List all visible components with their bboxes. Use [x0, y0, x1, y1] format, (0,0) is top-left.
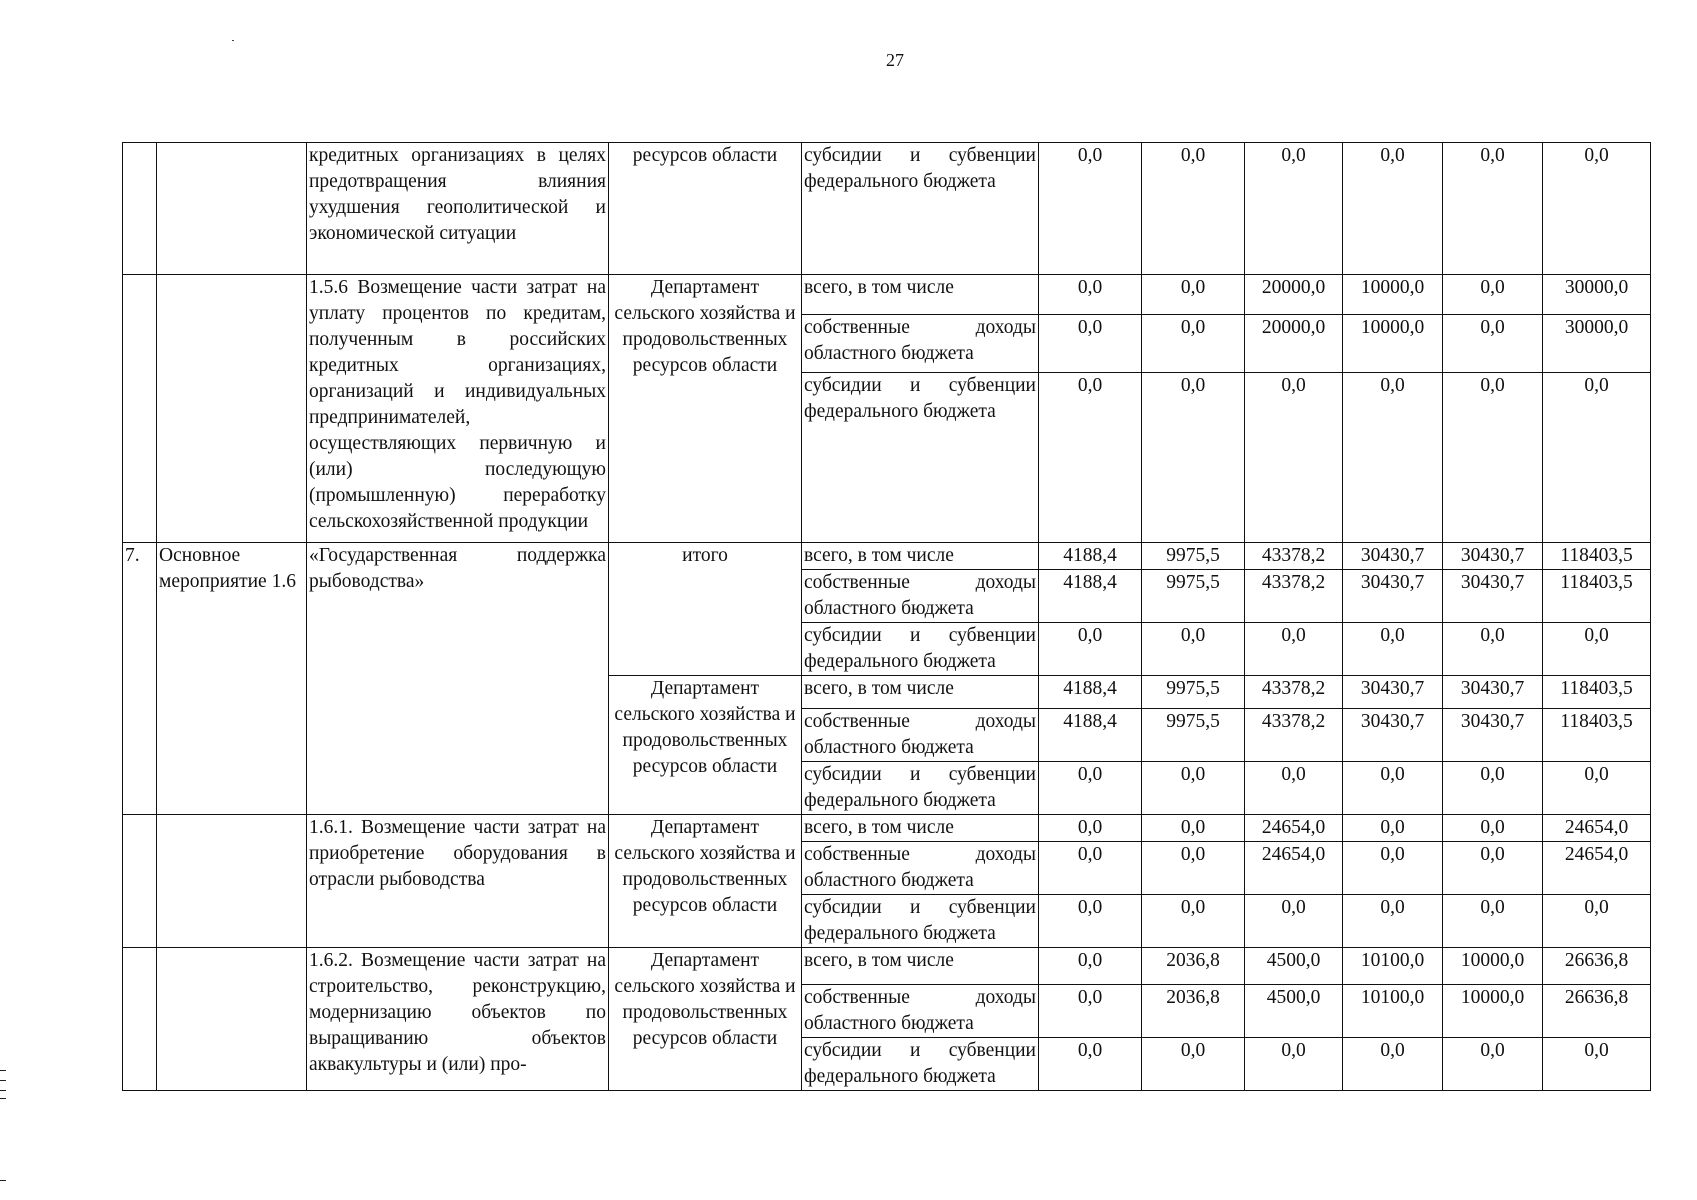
- main-measure: [157, 948, 307, 1091]
- amount-cell: 9975,5: [1142, 709, 1245, 762]
- amount-cell: 4500,0: [1245, 985, 1343, 1038]
- funding-source: субсидии и субвенции федерального бюджета: [802, 373, 1039, 543]
- amount-cell: 4188,4: [1039, 570, 1142, 623]
- amount-cell: 0,0: [1142, 842, 1245, 895]
- margin-mark: [0, 1098, 6, 1099]
- row-number: [123, 948, 157, 1091]
- amount-cell: 30430,7: [1443, 543, 1543, 570]
- executor: Департамент сельского хозяйства и продовольственных ресурсов области: [609, 948, 802, 1091]
- amount-cell: 118403,5: [1543, 676, 1651, 709]
- amount-cell: 0,0: [1543, 762, 1651, 815]
- amount-cell: 0,0: [1543, 1038, 1651, 1091]
- funding-source: собственные доходы областного бюджета: [802, 842, 1039, 895]
- amount-cell: 0,0: [1443, 373, 1543, 543]
- amount-cell: 30430,7: [1443, 570, 1543, 623]
- amount-cell: 24654,0: [1543, 842, 1651, 895]
- measure-description: 1.5.6 Возмещение части затрат на уплату процентов по кредитам, полученным в российских кредитных организациях, организаций и индивидуальных предпринимателей, осуществляющих первичную и (или) последующую (промышленную) переработку сельскохозяйственной продукции: [307, 275, 609, 543]
- amount-cell: 0,0: [1443, 315, 1543, 373]
- amount-cell: 0,0: [1343, 842, 1443, 895]
- amount-cell: 10000,0: [1343, 275, 1443, 315]
- amount-cell: 10100,0: [1343, 985, 1443, 1038]
- amount-cell: 0,0: [1039, 815, 1142, 842]
- amount-cell: 43378,2: [1245, 543, 1343, 570]
- row-number: 7.: [123, 543, 157, 815]
- amount-cell: 0,0: [1039, 315, 1142, 373]
- program-table: [122, 142, 1651, 1091]
- funding-source: собственные доходы областного бюджета: [802, 315, 1039, 373]
- row-number: [123, 815, 157, 948]
- amount-cell: 0,0: [1245, 373, 1343, 543]
- amount-cell: 30430,7: [1343, 570, 1443, 623]
- amount-cell: 0,0: [1443, 895, 1543, 948]
- amount-cell: 24654,0: [1543, 815, 1651, 842]
- funding-source: всего, в том числе: [802, 815, 1039, 842]
- amount-cell: 0,0: [1039, 762, 1142, 815]
- amount-cell: 0,0: [1543, 373, 1651, 543]
- amount-cell: 43378,2: [1245, 709, 1343, 762]
- measure-description: 1.6.1. Возмещение части затрат на приобретение оборудования в отрасли рыбоводства: [307, 815, 609, 948]
- margin-mark: [0, 1090, 6, 1091]
- amount-cell: 0,0: [1142, 315, 1245, 373]
- measure-description: кредитных организациях в целях предотвращения влияния ухудшения геополитической и экономической ситуации: [307, 143, 609, 275]
- table-row: [123, 275, 1651, 315]
- amount-cell: 0,0: [1245, 623, 1343, 676]
- page-number: 27: [886, 50, 904, 70]
- amount-cell: 0,0: [1142, 623, 1245, 676]
- funding-source: субсидии и субвенции федерального бюджета: [802, 1038, 1039, 1091]
- amount-cell: 10000,0: [1443, 948, 1543, 985]
- amount-cell: 0,0: [1039, 623, 1142, 676]
- funding-source: всего, в том числе: [802, 275, 1039, 315]
- measure-description: «Государственная поддержка рыбоводства»: [307, 543, 609, 815]
- amount-cell: 0,0: [1142, 895, 1245, 948]
- amount-cell: 26636,8: [1543, 985, 1651, 1038]
- amount-cell: 4500,0: [1245, 948, 1343, 985]
- amount-cell: 26636,8: [1543, 948, 1651, 985]
- amount-cell: 0,0: [1039, 842, 1142, 895]
- amount-cell: 20000,0: [1245, 315, 1343, 373]
- amount-cell: 4188,4: [1039, 676, 1142, 709]
- amount-cell: 0,0: [1039, 1038, 1142, 1091]
- amount-cell: 24654,0: [1245, 842, 1343, 895]
- amount-cell: 0,0: [1142, 373, 1245, 543]
- amount-cell: 0,0: [1343, 815, 1443, 842]
- table-row: [123, 815, 1651, 842]
- funding-source: собственные доходы областного бюджета: [802, 985, 1039, 1038]
- amount-cell: 43378,2: [1245, 570, 1343, 623]
- amount-cell: 118403,5: [1543, 709, 1651, 762]
- main-measure: [157, 815, 307, 948]
- amount-cell: 0,0: [1443, 275, 1543, 315]
- amount-cell: 4188,4: [1039, 709, 1142, 762]
- amount-cell: 0,0: [1343, 762, 1443, 815]
- amount-cell: 0,0: [1142, 762, 1245, 815]
- amount-cell: 118403,5: [1543, 543, 1651, 570]
- amount-cell: 30430,7: [1343, 676, 1443, 709]
- amount-cell: 10000,0: [1343, 315, 1443, 373]
- executor: итого: [609, 543, 802, 676]
- amount-cell: 0,0: [1245, 762, 1343, 815]
- funding-source: всего, в том числе: [802, 543, 1039, 570]
- amount-cell: 0,0: [1443, 1038, 1543, 1091]
- amount-cell: 30430,7: [1343, 709, 1443, 762]
- margin-mark: [0, 1180, 6, 1181]
- amount-cell: 30430,7: [1343, 543, 1443, 570]
- funding-source: собственные доходы областного бюджета: [802, 570, 1039, 623]
- main-measure: [157, 275, 307, 543]
- funding-source: субсидии и субвенции федерального бюджета: [802, 623, 1039, 676]
- executor: ресурсов области: [609, 143, 802, 275]
- amount-cell: 0,0: [1343, 143, 1443, 275]
- amount-cell: 2036,8: [1142, 948, 1245, 985]
- margin-mark: [0, 1080, 6, 1081]
- executor: Департамент сельского хозяйства и продовольственных ресурсов области: [609, 815, 802, 948]
- amount-cell: 0,0: [1443, 143, 1543, 275]
- amount-cell: 0,0: [1543, 895, 1651, 948]
- amount-cell: 20000,0: [1245, 275, 1343, 315]
- amount-cell: 10000,0: [1443, 985, 1543, 1038]
- table-row: [123, 543, 1651, 570]
- executor: Департамент сельского хозяйства и продовольственных ресурсов области: [609, 676, 802, 815]
- amount-cell: 30000,0: [1543, 315, 1651, 373]
- amount-cell: 0,0: [1443, 623, 1543, 676]
- margin-mark: [0, 1070, 6, 1071]
- amount-cell: 0,0: [1443, 815, 1543, 842]
- table-row: [123, 948, 1651, 985]
- amount-cell: 0,0: [1039, 143, 1142, 275]
- funding-source: субсидии и субвенции федерального бюджета: [802, 762, 1039, 815]
- amount-cell: 4188,4: [1039, 543, 1142, 570]
- funding-source: всего, в том числе: [802, 948, 1039, 985]
- funding-source: субсидии и субвенции федерального бюджета: [802, 143, 1039, 275]
- measure-description: 1.6.2. Возмещение части затрат на строительство, реконструкцию, модернизацию объектов по выращиванию объектов аквакультуры и (или) про-: [307, 948, 609, 1091]
- row-number: [123, 275, 157, 543]
- amount-cell: 0,0: [1245, 1038, 1343, 1091]
- amount-cell: 30430,7: [1443, 676, 1543, 709]
- amount-cell: 0,0: [1039, 895, 1142, 948]
- amount-cell: 24654,0: [1245, 815, 1343, 842]
- funding-source: субсидии и субвенции федерального бюджета: [802, 895, 1039, 948]
- amount-cell: 0,0: [1343, 623, 1443, 676]
- amount-cell: 0,0: [1343, 895, 1443, 948]
- scan-dot: [232, 40, 234, 41]
- row-number: [123, 143, 157, 275]
- amount-cell: 30430,7: [1443, 709, 1543, 762]
- amount-cell: 0,0: [1543, 623, 1651, 676]
- amount-cell: 0,0: [1142, 815, 1245, 842]
- amount-cell: 0,0: [1245, 143, 1343, 275]
- amount-cell: 0,0: [1343, 373, 1443, 543]
- funding-source: всего, в том числе: [802, 676, 1039, 709]
- amount-cell: 2036,8: [1142, 985, 1245, 1038]
- funding-source: собственные доходы областного бюджета: [802, 709, 1039, 762]
- amount-cell: 30000,0: [1543, 275, 1651, 315]
- amount-cell: 0,0: [1343, 1038, 1443, 1091]
- amount-cell: 118403,5: [1543, 570, 1651, 623]
- main-measure: Основное мероприятие 1.6: [157, 543, 307, 815]
- amount-cell: 0,0: [1039, 275, 1142, 315]
- main-measure: [157, 143, 307, 275]
- amount-cell: 9975,5: [1142, 543, 1245, 570]
- amount-cell: 0,0: [1039, 373, 1142, 543]
- amount-cell: 0,0: [1443, 762, 1543, 815]
- amount-cell: 0,0: [1245, 895, 1343, 948]
- amount-cell: 0,0: [1543, 143, 1651, 275]
- amount-cell: 9975,5: [1142, 676, 1245, 709]
- amount-cell: 0,0: [1142, 143, 1245, 275]
- amount-cell: 0,0: [1142, 1038, 1245, 1091]
- amount-cell: 43378,2: [1245, 676, 1343, 709]
- executor: Департамент сельского хозяйства и продовольственных ресурсов области: [609, 275, 802, 543]
- amount-cell: 0,0: [1039, 985, 1142, 1038]
- amount-cell: 10100,0: [1343, 948, 1443, 985]
- table-row: [123, 143, 1651, 275]
- amount-cell: 0,0: [1039, 948, 1142, 985]
- amount-cell: 0,0: [1443, 842, 1543, 895]
- amount-cell: 9975,5: [1142, 570, 1245, 623]
- amount-cell: 0,0: [1142, 275, 1245, 315]
